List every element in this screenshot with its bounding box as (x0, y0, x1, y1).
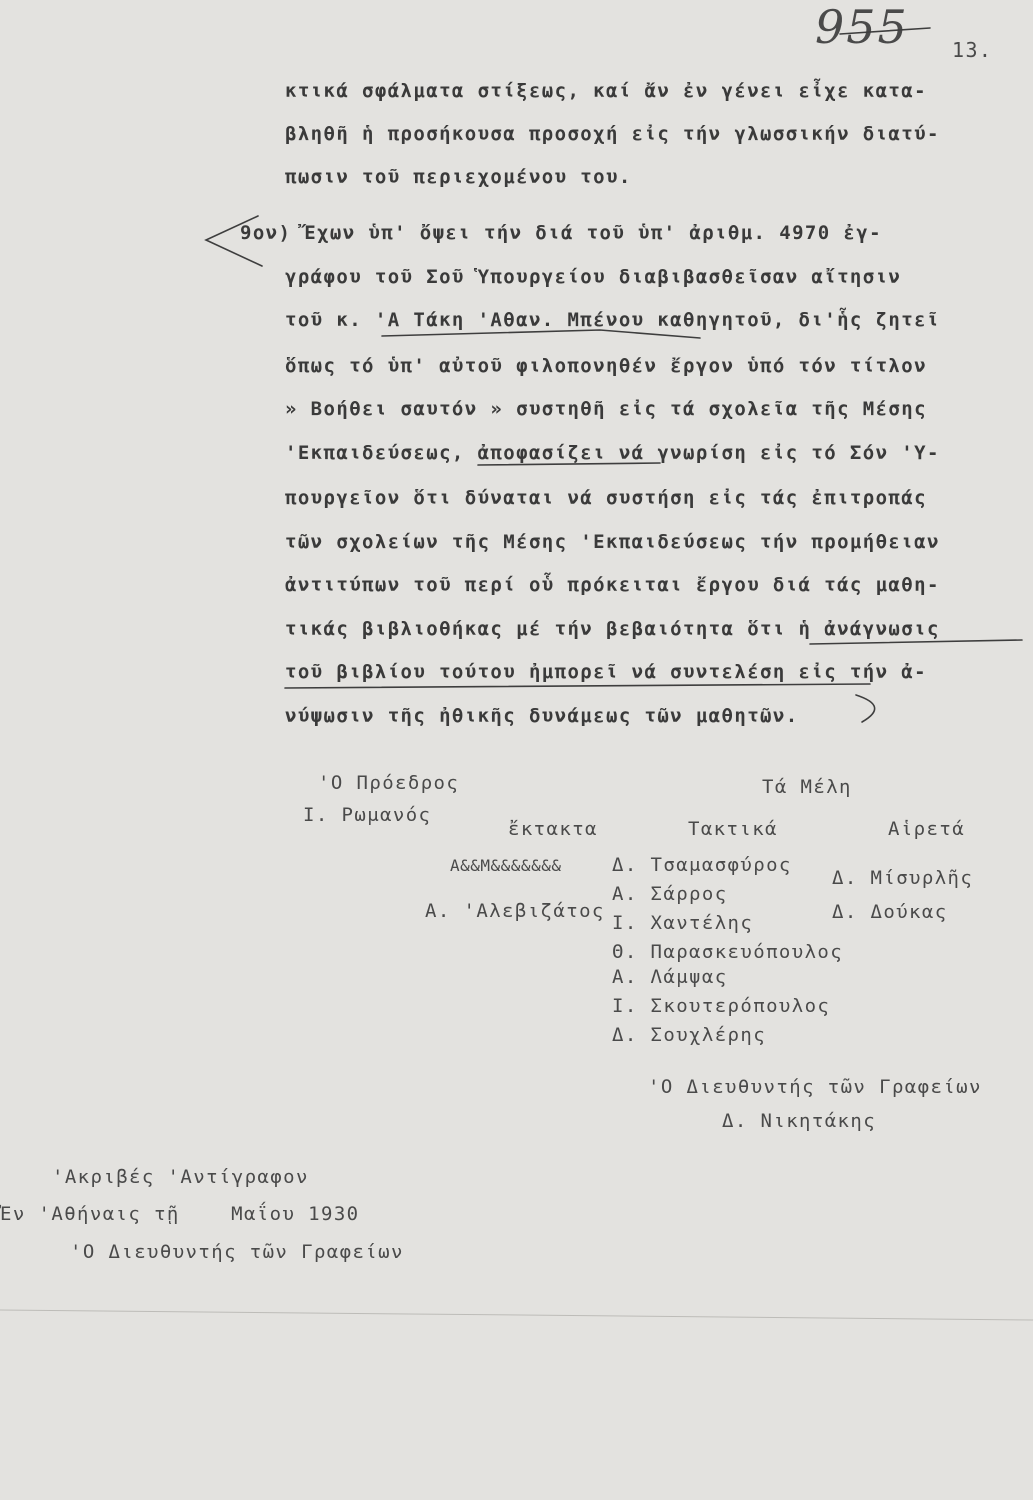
underline-name (382, 330, 700, 338)
struck-text: Α&&Μ&&&&&&& (450, 856, 562, 875)
page-edge-shadow (0, 1310, 1033, 1320)
body-line-6: τοῦ κ. 'Α Τάκη 'Αθαν. Μπένου καθηγητοῦ, δι'ἧς ζητεῖ (285, 309, 940, 331)
underline-reading-1 (810, 640, 1022, 644)
body-line-8: » Βοήθει σαυτόν » συστηθῆ εἰς τά σχολεῖα τῆς Μέσης (285, 398, 927, 420)
body-line-12: ἀντιτύπων τοῦ περί οὗ πρόκειται ἔργου διά τάς μαθη- (285, 574, 940, 596)
director-title: 'Ο Διευθυντής τῶν Γραφείων (648, 1076, 982, 1098)
body-line-3: πωσιν τοῦ περιεχομένου του. (285, 166, 632, 188)
elected-member-2: Δ. Δούκας (832, 901, 948, 923)
certification-line-1: 'Ακριβές 'Αντίγραφον (52, 1166, 309, 1188)
regular-member-4: Θ. Παρασκευόπουλος (612, 941, 844, 963)
regular-member-6: Ι. Σκουτερόπουλος (612, 995, 831, 1017)
regular-member-7: Δ. Σουχλέρης (612, 1024, 767, 1046)
certification-line-3: 'Ο Διευθυντής τῶν Γραφείων (70, 1241, 404, 1263)
body-line-5: γράφου τοῦ Σοῦ Ὑπουργείου διαβιβασθεῖσαν αἴτησιν (285, 266, 902, 288)
regular-member-5: Α. Λάμψας (612, 966, 728, 988)
body-line-13: τικάς βιβλιοθήκας μέ τήν βεβαιότητα ὅτι ἡ ἀνάγνωσις (285, 618, 940, 640)
body-line-9: 'Εκπαιδεύσεως, ἀποφασίζει νά γνωρίση εἰς τό Σόν 'Υ- (285, 442, 940, 464)
page-number: 13. (952, 38, 993, 62)
body-line-7: ὅπως τό ὑπ' αὐτοῦ φιλοπονηθέν ἔργον ὑπό τόν τίτλον (285, 355, 927, 377)
regular-member-1: Δ. Τσαμασφύρος (612, 854, 792, 876)
regular-member-3: Ι. Χαντέλης (612, 912, 754, 934)
president-title: 'Ο Πρόεδρος (318, 772, 460, 794)
closing-bracket-mark (856, 695, 875, 722)
body-line-11: τῶν σχολείων τῆς Μέσης 'Εκπαιδεύσεως τήν προμήθειαν (285, 531, 940, 553)
extraordinary-member: Α. 'Αλεβιζάτος (425, 900, 605, 922)
members-title: Τά Μέλη (762, 776, 852, 798)
elected-member-1: Δ. Μίσυρλῆς (832, 867, 974, 889)
extraordinary-label: ἔκτακτα (508, 818, 598, 840)
director-name: Δ. Νικητάκης (722, 1110, 877, 1132)
body-line-1: κτικά σφάλματα στίξεως, καί ἄν ἐν γένει εἶχε κατα- (285, 80, 927, 102)
handwritten-page-number: 955 (815, 0, 909, 54)
body-line-4: 9ον) Ἔχων ὑπ' ὄψει τήν διά τοῦ ὑπ' ἀριθμ. 4970 ἐγ- (240, 222, 882, 244)
regular-label: Τακτικά (688, 818, 778, 840)
regular-member-2: Α. Σάρρος (612, 883, 728, 905)
body-line-10: πουργεῖον ὅτι δύναται νά συστήση εἰς τάς ἐπιτροπάς (285, 487, 927, 509)
body-line-14: τοῦ βιβλίου τούτου ἠμπορεῖ νά συντελέση εἰς τήν ἀ- (285, 661, 927, 683)
elected-label: Αἱρετά (888, 818, 966, 840)
underline-reading-2 (285, 684, 870, 688)
body-line-15: νύψωσιν τῆς ἠθικῆς δυνάμεως τῶν μαθητῶν. (285, 705, 799, 727)
president-name: Ι. Ρωμανός (303, 804, 432, 826)
certification-line-2: Ἐν 'Αθήναις τῇ Μαΐου 1930 (0, 1203, 360, 1225)
body-line-2: βληθῆ ἡ προσήκουσα προσοχή εἰς τήν γλωσσικήν διατύ- (285, 123, 940, 145)
